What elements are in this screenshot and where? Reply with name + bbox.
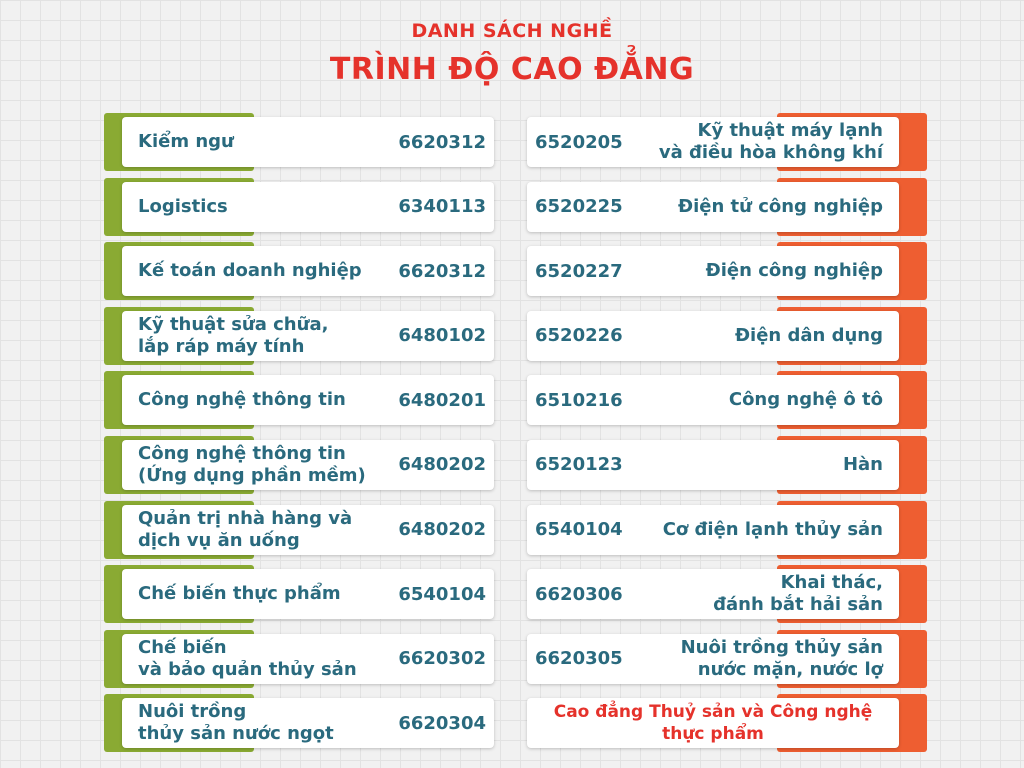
occupation-code: 6620305 [535, 648, 623, 670]
list-card [527, 505, 899, 555]
occupation-code: 6520123 [535, 454, 623, 476]
occupation-code: 6540104 [398, 583, 486, 605]
list-card [122, 117, 494, 167]
occupation-code: 6480102 [398, 325, 486, 347]
occupation-code: 6520225 [535, 196, 623, 218]
occupation-name: Quản trị nhà hàng và dịch vụ ăn uống [138, 507, 353, 551]
occupation-name: Kiểm ngư [138, 131, 234, 152]
list-card [122, 182, 494, 232]
list-card [527, 569, 899, 619]
occupation-name: Nuôi trồng thủy sản nước mặn, nước lợ [680, 636, 883, 680]
occupation-name: Kế toán doanh nghiệp [138, 260, 362, 282]
list-card [122, 246, 494, 296]
occupation-code: 6520227 [535, 260, 623, 282]
occupation-code: 6340113 [398, 196, 486, 218]
school-name: Cao đẳng Thuỷ sản và Công nghệ thực phẩm [553, 702, 873, 745]
occupation-name: Điện tử công nghiệp [677, 195, 883, 217]
page-title: TRÌNH ĐỘ CAO ĐẲNG [329, 52, 695, 87]
occupation-code: 6510216 [535, 389, 623, 411]
occupation-code: 6480201 [398, 389, 486, 411]
list-card [527, 634, 899, 684]
occupation-name: Kỹ thuật sửa chữa, lắp ráp máy tính [138, 313, 329, 357]
list-card [527, 311, 899, 361]
page-subtitle: DANH SÁCH NGHỀ [411, 20, 613, 42]
occupation-code: 6520205 [535, 131, 623, 153]
list-card [527, 117, 899, 167]
occupation-code: 6480202 [398, 519, 486, 541]
occupation-code: 6620312 [398, 131, 486, 153]
occupation-name: Điện dân dụng [734, 324, 883, 346]
list-card [122, 440, 494, 490]
occupation-name: Khai thác, đánh bắt hải sản [713, 572, 883, 616]
list-card [122, 569, 494, 619]
school-card [527, 698, 899, 748]
occupation-name: Nuôi trồng thủy sản nước ngọt [138, 701, 334, 745]
occupation-code: 6540104 [535, 519, 623, 541]
occupation-name: Logistics [138, 195, 228, 217]
list-card [122, 311, 494, 361]
occupation-name: Hàn [842, 453, 883, 475]
occupation-code: 6480202 [398, 454, 486, 476]
occupation-code: 6620312 [398, 260, 486, 282]
list-card [122, 634, 494, 684]
occupation-code: 6620304 [398, 712, 486, 734]
occupation-name: Công nghệ thông tin [138, 389, 346, 411]
occupation-code: 6620306 [535, 583, 623, 605]
occupation-name: Cơ điện lạnh thủy sản [662, 518, 883, 540]
list-card [527, 440, 899, 490]
occupation-code: 6520226 [535, 325, 623, 347]
occupation-name: Công nghệ ô tô [728, 389, 883, 411]
list-card [527, 375, 899, 425]
occupation-name: Chế biến thực phẩm [138, 583, 341, 605]
list-card [527, 246, 899, 296]
list-card [122, 505, 494, 555]
occupation-code: 6620302 [398, 648, 486, 670]
occupation-name: Điện công nghiệp [705, 260, 883, 282]
list-card [122, 375, 494, 425]
occupation-name: Kỹ thuật máy lạnh và điều hòa không khí [658, 120, 883, 163]
occupation-name: Chế biến và bảo quản thủy sản [138, 636, 357, 680]
list-card [122, 698, 494, 748]
occupation-name: Công nghệ thông tin (Ứng dụng phần mềm) [138, 442, 366, 486]
list-card [527, 182, 899, 232]
